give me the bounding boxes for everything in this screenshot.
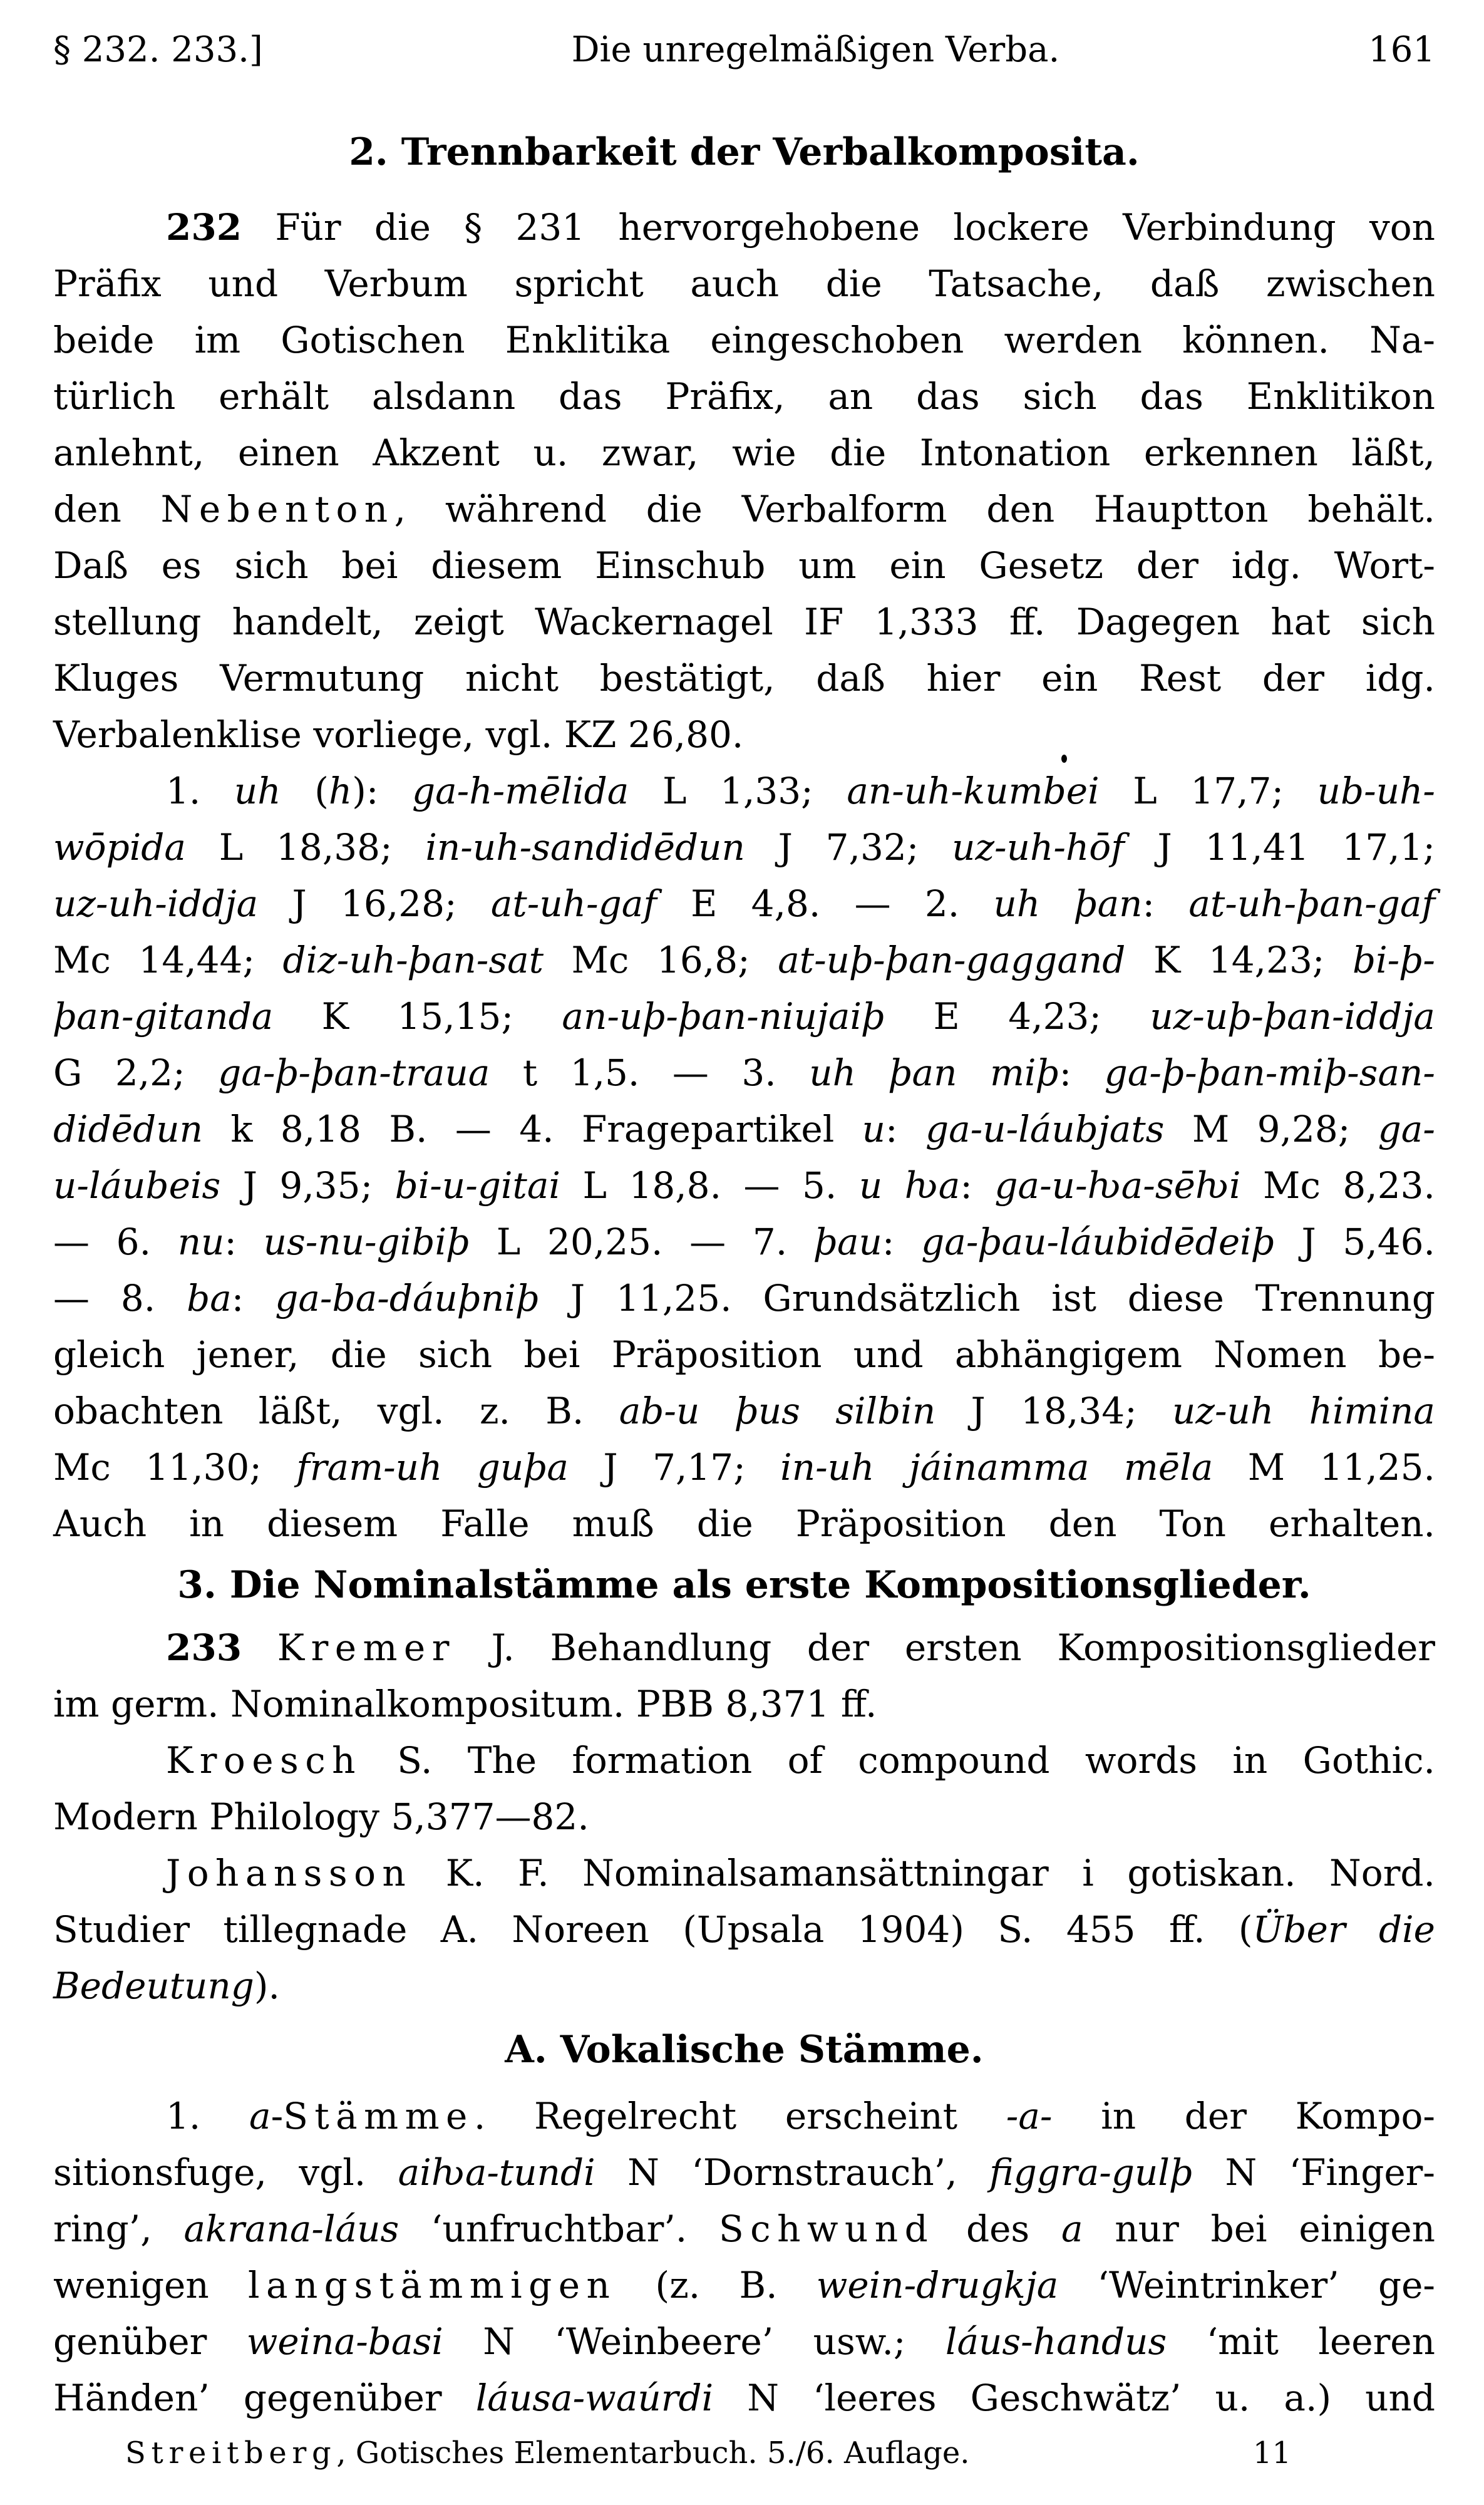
text-line — [53, 1958, 1435, 2014]
text-segment: Modern Philology 5,377—82. — [53, 1795, 589, 1838]
text-segment: N ‘Weinbeere’ usw.; — [443, 2320, 946, 2363]
text-segment: ‘unfruchtbar’. — [399, 2208, 719, 2250]
text-segment: beide im Gotischen Enklitika eingeschoben werden können. Na- — [53, 319, 1435, 361]
text-segment: ‘Weintrinker’ ge- — [1058, 2264, 1435, 2306]
text-segment: wōpida — [53, 826, 186, 869]
text-segment: Präfix und Verbum spricht auch die Tatsache, daß zwischen — [53, 262, 1435, 305]
scan-speck — [1061, 755, 1067, 763]
text-line — [53, 2257, 1435, 2313]
text-segment: wenigen — [53, 2264, 248, 2306]
text-line — [53, 1495, 1435, 1552]
text-segment: uh þan miþ — [809, 1051, 1059, 1094]
text-segment: 233 — [166, 1626, 242, 1669]
text-segment: ). — [254, 1965, 280, 2007]
text-segment: Für die § 231 hervorgehobene lockere Verbindung von — [242, 206, 1435, 249]
text-segment: nur bei einigen — [1083, 2208, 1435, 2250]
page-footer — [53, 2435, 1435, 2471]
text-body — [53, 128, 1435, 2426]
text-segment: fram-uh guþa — [296, 1446, 569, 1489]
text-line — [53, 2088, 1435, 2144]
text-segment: Mc 16,8; — [544, 939, 778, 981]
text-line — [53, 481, 1435, 537]
text-line — [53, 932, 1435, 988]
text-segment: M 9,28; — [1164, 1108, 1378, 1150]
text-line — [53, 1326, 1435, 1383]
text-segment: den — [53, 488, 161, 530]
text-segment: þau — [813, 1221, 882, 1263]
text-segment: Mc 14,44; — [53, 939, 283, 981]
text-line — [53, 1157, 1435, 1214]
text-segment: ab-u þus silbin — [619, 1390, 936, 1432]
text-segment: Kluges Vermutung nicht bestätigt, daß hier ein Rest der idg. — [53, 657, 1435, 700]
text-segment: K 15,15; — [273, 995, 562, 1038]
text-segment: at-uh-gaf — [490, 882, 657, 925]
text-line — [53, 1439, 1435, 1495]
section-heading-trennbarkeit — [53, 128, 1435, 177]
text-segment: : — [231, 1277, 276, 1320]
text-line — [53, 1045, 1435, 1101]
text-segment: ga-u-láubjats — [925, 1108, 1165, 1150]
text-line — [53, 1214, 1435, 1270]
text-segment: Verbalenklise vorliege, vgl. KZ 26,80. — [53, 713, 744, 756]
text-segment: Daß es sich bei diesem Einschub um ein Gesetz der idg. Wort- — [53, 544, 1435, 587]
running-title: Die unregelmäßigen Verba. — [571, 29, 1060, 70]
text-line — [53, 2313, 1435, 2370]
text-line — [53, 763, 1435, 819]
paragraph-a-staemme — [53, 2088, 1435, 2426]
text-segment: bi-u-gitai — [394, 1164, 560, 1207]
text-line — [53, 875, 1435, 932]
text-segment: 3. Die Nominalstämme als erste Kompositionsglieder. — [177, 1563, 1311, 1607]
text-line — [53, 1383, 1435, 1439]
paragraph-233 — [53, 1619, 1435, 2014]
text-segment: a — [249, 2095, 271, 2137]
text-segment: ( — [281, 770, 329, 812]
text-segment: M 11,25. — [1213, 1446, 1435, 1489]
text-segment: J 7,17; — [568, 1446, 781, 1489]
text-segment: ): — [352, 770, 412, 812]
text-line — [53, 1101, 1435, 1157]
text-segment: at-uh-þan-gaf — [1188, 882, 1435, 925]
section-heading-vokalische-staemme — [53, 2025, 1435, 2074]
text-line — [53, 819, 1435, 875]
text-segment: ga-þau-láubidēdeiþ — [921, 1221, 1275, 1263]
text-segment: an-uh-kumbei — [847, 770, 1100, 812]
text-segment: J 11,41 17,1; — [1124, 826, 1435, 869]
text-segment: in-uh jáinamma mēla — [780, 1446, 1213, 1489]
text-segment: im germ. Nominalkompositum. PBB 8,371 ff. — [53, 1683, 877, 1725]
text-segment: stellung handelt, zeigt Wackernagel IF 1,333 ff. Dagegen hat sich — [53, 601, 1435, 643]
page-header — [53, 30, 1435, 70]
text-segment: ga-u-ƕa-sēƕi — [994, 1164, 1241, 1207]
text-segment: L 1,33; — [629, 770, 847, 812]
text-segment: . Regelrecht erscheint — [473, 2095, 1006, 2137]
text-segment: weina-basi — [246, 2320, 443, 2363]
text-segment: ba — [187, 1277, 232, 1320]
text-segment: Nebenton — [160, 488, 394, 530]
text-segment: — 6. — [53, 1221, 178, 1263]
text-line — [53, 537, 1435, 594]
text-segment: J 11,25. Grundsätzlich ist diese Trennung — [539, 1277, 1435, 1320]
text-segment: bi-þ- — [1352, 939, 1435, 981]
text-segment: J 7,32; — [745, 826, 952, 869]
section-heading-nominalstaemme — [53, 1561, 1435, 1609]
text-line — [53, 312, 1435, 368]
text-segment: t 1,5. — 3. — [490, 1051, 810, 1094]
text-segment: L 18,38; — [185, 826, 426, 869]
text-segment: uh — [234, 770, 281, 812]
text-segment: K. F. Nominalsamansättningar i gotiskan. Nord. — [412, 1852, 1435, 1894]
text-line — [53, 1901, 1435, 1958]
paragraph-232 — [53, 199, 1435, 1552]
text-segment: des — [934, 2208, 1061, 2250]
text-segment: J 9,35; — [220, 1164, 395, 1207]
sheet-number: 11 — [1252, 2435, 1291, 2471]
text-segment: A. Vokalische Stämme. — [505, 2028, 984, 2072]
text-line — [53, 128, 1435, 177]
text-segment: genüber — [53, 2320, 247, 2363]
text-segment: E 4,23; — [885, 995, 1150, 1038]
text-segment: ‘mit leeren — [1167, 2320, 1435, 2363]
text-segment: an-uþ-þan-niujaiþ — [562, 995, 885, 1038]
text-segment: þan-gitanda — [53, 995, 274, 1038]
text-segment: L 17,7; — [1099, 770, 1317, 812]
text-segment: : — [224, 1221, 264, 1263]
text-segment: — 8. — [53, 1277, 187, 1320]
text-segment: in-uh-sandidēdun — [425, 826, 745, 869]
text-segment: ub-uh- — [1317, 770, 1435, 812]
text-segment: L 18,8. — 5. — [560, 1164, 859, 1207]
text-segment: L 20,25. — 7. — [470, 1221, 814, 1263]
text-line — [53, 199, 1435, 256]
text-line — [53, 2370, 1435, 2426]
text-segment: 1. — [166, 770, 234, 812]
text-segment: J 18,34; — [935, 1390, 1173, 1432]
text-segment: 1. — [166, 2095, 250, 2137]
text-line — [53, 1845, 1435, 1901]
text-segment: : — [1142, 882, 1189, 925]
text-segment: u — [862, 1108, 885, 1150]
colophon-author: Streitberg — [125, 2435, 337, 2471]
text-segment: obachten läßt, vgl. z. B. — [53, 1390, 619, 1432]
text-line — [53, 1270, 1435, 1326]
text-segment: uz-uþ-þan-iddja — [1150, 995, 1435, 1038]
text-segment: uh þan — [993, 882, 1143, 925]
text-segment: ga-ba-dáuþniþ — [275, 1277, 540, 1320]
text-segment: k 8,18 B. — 4. Fragepartikel — [202, 1108, 862, 1150]
colophon-work: , Gotisches Elementarbuch. 5./6. Auflage. — [336, 2435, 970, 2471]
text-segment: Bedeutung — [53, 1965, 254, 2007]
text-segment: N ‘leeres Geschwätz’ u. a.) und — [713, 2377, 1436, 2419]
text-segment: J. Behandlung der ersten Kompositionsglieder — [455, 1626, 1435, 1669]
text-segment: akrana-láus — [183, 2208, 399, 2250]
text-line — [53, 2025, 1435, 2074]
text-segment: wein-drugkja — [816, 2264, 1059, 2306]
text-segment: uz-uh himina — [1172, 1390, 1435, 1432]
text-line — [53, 256, 1435, 312]
text-segment: : — [1059, 1051, 1105, 1094]
text-segment: Händen’ gegenüber — [53, 2377, 476, 2419]
text-segment: -a- — [1006, 2095, 1053, 2137]
text-segment: láusa-waúrdi — [475, 2377, 714, 2419]
text-line — [53, 425, 1435, 481]
text-segment: uz-uh-hōf — [952, 826, 1125, 869]
text-segment: Auch in diesem Falle muß die Präposition den Ton erhalten. — [53, 1502, 1435, 1545]
text-segment: G 2,2; — [53, 1051, 219, 1094]
text-segment: anlehnt, einen Akzent u. zwar, wie die Intonation erkennen läßt, — [53, 431, 1435, 474]
text-line — [53, 1676, 1435, 1732]
text-segment: in der Kompo- — [1052, 2095, 1435, 2137]
text-segment: at-uþ-þan-gaggand — [778, 939, 1126, 981]
text-segment: Kroesch — [166, 1739, 362, 1782]
text-segment: didēdun — [53, 1108, 203, 1150]
text-segment: N ‘Dornstrauch’, — [595, 2151, 990, 2194]
text-line — [53, 706, 1435, 763]
text-segment: Kremer — [277, 1626, 456, 1669]
text-segment: Johansson — [166, 1852, 413, 1894]
text-line — [53, 1789, 1435, 1845]
text-segment: : — [960, 1164, 995, 1207]
text-segment: langstämmigen — [247, 2264, 617, 2306]
text-segment: láus-handus — [945, 2320, 1167, 2363]
text-segment: J 5,46. — [1274, 1221, 1435, 1263]
text-segment: ga-þ-þan-miþ-san- — [1104, 1051, 1435, 1094]
text-segment: us-nu-gibiþ — [263, 1221, 470, 1263]
text-segment: diz-uh-þan-sat — [282, 939, 544, 981]
text-segment: 232 — [166, 206, 242, 249]
text-segment: 2. Trennbarkeit der Verbalkomposita. — [349, 130, 1140, 174]
text-segment: Mc 8,23. — [1240, 1164, 1435, 1207]
text-segment: (z. B. — [616, 2264, 817, 2306]
text-segment: Schwund — [719, 2208, 935, 2250]
text-segment: K 14,23; — [1125, 939, 1353, 981]
text-segment: : — [882, 1221, 922, 1263]
text-segment: Über die — [1252, 1908, 1436, 1951]
text-line — [53, 1561, 1435, 1609]
text-segment: sitionsfuge, vgl. — [53, 2151, 398, 2194]
text-segment: u ƕa — [858, 1164, 961, 1207]
text-segment: ga- — [1378, 1108, 1435, 1150]
text-segment: ga-þ-þan-traua — [218, 1051, 490, 1094]
text-segment: uz-uh-iddja — [53, 882, 259, 925]
text-segment: J 16,28; — [258, 882, 491, 925]
text-line — [53, 368, 1435, 425]
text-segment: türlich erhält alsdann das Präfix, an das sich das Enklitikon — [53, 375, 1435, 418]
text-segment: Mc 11,30; — [53, 1446, 297, 1489]
text-segment: Stämme — [283, 2095, 474, 2137]
text-segment: E 4,8. — 2. — [656, 882, 994, 925]
text-segment: h — [328, 770, 353, 812]
text-segment: ring’, — [53, 2208, 184, 2250]
text-line — [53, 988, 1435, 1045]
text-segment: , während die Verbalform den Hauptton behält. — [394, 488, 1435, 530]
text-segment: - — [271, 2095, 284, 2137]
text-segment: N ‘Finger- — [1193, 2151, 1435, 2194]
text-line — [53, 2201, 1435, 2257]
text-line — [53, 594, 1435, 650]
text-segment: : — [885, 1108, 925, 1150]
text-segment: figgra-gulþ — [989, 2151, 1193, 2194]
page-number: 161 — [1368, 29, 1435, 70]
text-segment: ga-h-mēlida — [411, 770, 629, 812]
text-line — [53, 650, 1435, 706]
text-segment: a — [1061, 2208, 1083, 2250]
text-segment: S. The formation of compound words in Gothic. — [361, 1739, 1435, 1782]
section-reference: § 232. 233.] — [53, 29, 263, 70]
text-segment: Studier tillegnade A. Noreen (Upsala 1904) S. 455 ff. ( — [53, 1908, 1253, 1951]
text-line — [53, 2144, 1435, 2201]
text-segment — [242, 1626, 277, 1669]
text-segment: u-láubeis — [53, 1164, 221, 1207]
text-segment: nu — [177, 1221, 225, 1263]
text-line — [53, 1732, 1435, 1789]
text-line — [53, 1619, 1435, 1676]
text-segment: aiƕa-tundi — [398, 2151, 595, 2194]
text-segment: gleich jener, die sich bei Präposition und abhängigem Nomen be- — [53, 1333, 1435, 1376]
colophon — [125, 2435, 970, 2471]
